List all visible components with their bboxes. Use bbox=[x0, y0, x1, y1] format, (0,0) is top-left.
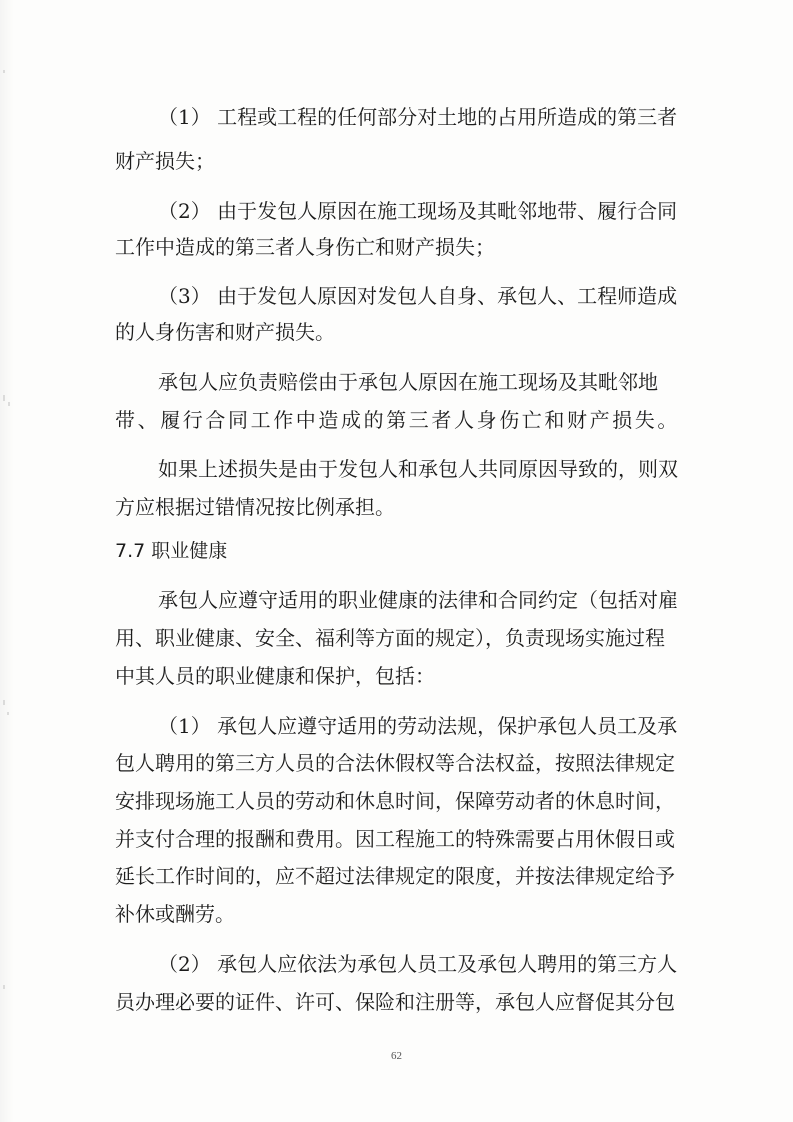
text-line bbox=[0, 819, 793, 859]
line-text: （3） 由于发包人原因对发包人自身、承包人、工程师造成 bbox=[158, 284, 678, 308]
line-text: 7.7 职业健康 bbox=[115, 540, 228, 562]
text-line bbox=[0, 982, 793, 1022]
line-text: 财产损失； bbox=[115, 149, 215, 173]
text-line bbox=[0, 743, 793, 783]
line-text: 如果上述损失是由于发包人和承包人共同原因导致的，则双 bbox=[158, 457, 678, 481]
scan-speck bbox=[3, 70, 5, 73]
text-line bbox=[0, 227, 793, 267]
text-line bbox=[0, 362, 793, 402]
text-line bbox=[0, 449, 793, 489]
text-line bbox=[0, 856, 793, 896]
page-number: 62 bbox=[391, 1050, 402, 1062]
text-line bbox=[0, 97, 793, 137]
line-text: 安排现场施工人员的劳动和休息时间，保障劳动者的休息时间， bbox=[115, 789, 675, 813]
line-text: 工作中造成的第三者人身伤亡和财产损失； bbox=[115, 235, 495, 259]
line-text: 承包人应负责赔偿由于承包人原因在施工现场及其毗邻地 bbox=[158, 370, 658, 394]
text-line bbox=[0, 141, 793, 181]
text-line bbox=[0, 312, 793, 352]
line-text: 并支付合理的报酬和费用。因工程施工的特殊需要占用休假日或 bbox=[115, 827, 675, 851]
line-text: 的人身伤害和财产损失。 bbox=[115, 320, 335, 344]
text-line bbox=[0, 781, 793, 821]
text-line bbox=[0, 618, 793, 658]
scan-speck bbox=[3, 700, 5, 705]
line-text: （1） 承包人应遵守适用的劳动法规，保护承包人员工及承 bbox=[158, 714, 678, 738]
text-line bbox=[0, 894, 793, 934]
line-text: 方应根据过错情况按比例承担。 bbox=[115, 495, 395, 519]
line-text: 中其人员的职业健康和保护，包括： bbox=[115, 664, 435, 688]
text-line bbox=[0, 656, 793, 696]
text-line bbox=[0, 580, 793, 620]
text-line bbox=[0, 276, 793, 316]
line-text: 员办理必要的证件、许可、保险和注册等，承包人应督促其分包 bbox=[115, 990, 675, 1014]
line-text: 延长工作时间的，应不超过法律规定的限度，并按法律规定给予 bbox=[115, 864, 675, 888]
line-text: 用、职业健康、安全、福利等方面的规定），负责现场实施过程 bbox=[115, 626, 665, 650]
text-line bbox=[0, 944, 793, 984]
text-line bbox=[0, 191, 793, 231]
text-line bbox=[0, 706, 793, 746]
line-text: 补休或酬劳。 bbox=[115, 902, 235, 926]
line-text: （2） 由于发包人原因在施工现场及其毗邻地带、履行合同 bbox=[158, 199, 678, 223]
line-text: 带、履行合同工作中造成的第三者人身伤亡和财产损失。 bbox=[115, 408, 680, 432]
line-text: 包人聘用的第三方人员的合法休假权等合法权益，按照法律规定 bbox=[115, 751, 675, 775]
section-heading bbox=[0, 531, 793, 571]
line-text: （1） 工程或工程的任何部分对土地的占用所造成的第三者 bbox=[158, 105, 678, 129]
line-text: 承包人应遵守适用的职业健康的法律和合同约定（包括对雇 bbox=[158, 588, 678, 612]
line-text: （2） 承包人应依法为承包人员工及承包人聘用的第三方人 bbox=[158, 952, 678, 976]
text-line bbox=[0, 487, 793, 527]
text-line bbox=[0, 400, 793, 440]
